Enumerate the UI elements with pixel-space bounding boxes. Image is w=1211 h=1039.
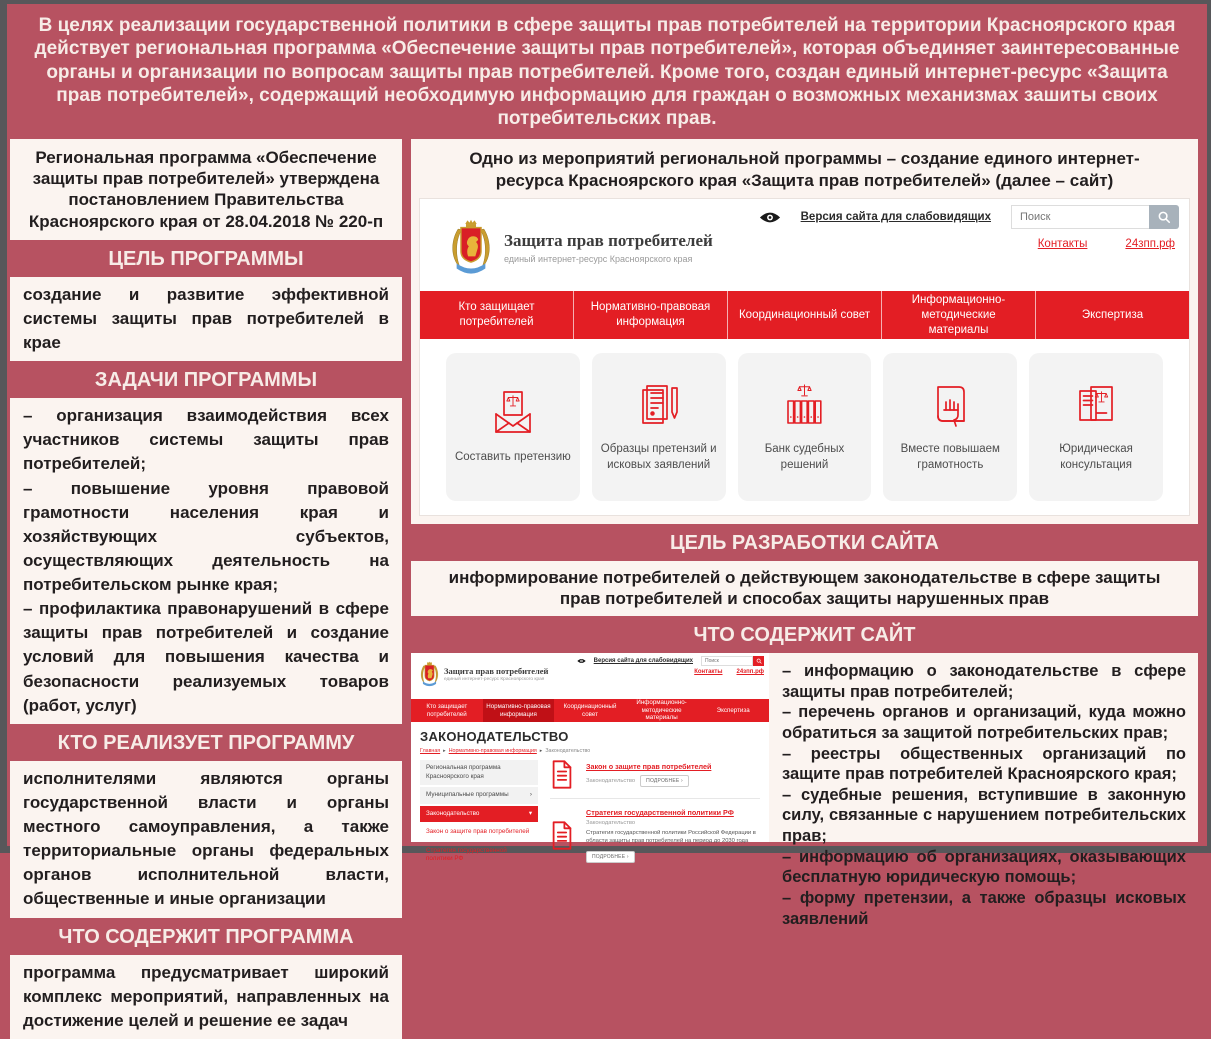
document-icon xyxy=(550,821,574,850)
breadcrumb-current: Законодательство xyxy=(545,748,591,755)
breadcrumb-separator: ▸ xyxy=(539,748,543,755)
breadcrumb-legal-info[interactable]: Нормативно-правовая информация xyxy=(448,748,537,755)
entry-description: Стратегия государственной политики Российской Федерации в области защиты прав потребителей на период до 2030 года xyxy=(586,830,756,845)
program-intro-box: Региональная программа «Обеспечение защиты прав потребителей» утверждена постановлением Правительства Красноярского края от 28.04.2018 № 220-п xyxy=(10,139,402,240)
sidebar-item-state-strategy[interactable]: Стратегия государственной политики РФ xyxy=(426,846,507,863)
site-goal-text: информирование потребителей о действующем законодательстве в сфере защиты прав потребителей и способах защиты нарушенных прав xyxy=(411,561,1198,616)
breadcrumb-home[interactable]: Главная xyxy=(420,748,441,755)
site-logo-title: Защита прав потребителей xyxy=(504,230,713,250)
mini-nav-item-legal-info[interactable]: Нормативно-правовая информация xyxy=(483,699,555,722)
mini-search-box xyxy=(701,656,764,666)
more-button[interactable]: ПОДРОБНЕЕ › xyxy=(586,851,635,863)
mini-domain-link[interactable]: 24зпп.рф xyxy=(736,669,764,676)
site-cards xyxy=(446,353,1163,501)
site-panel-heading: Одно из мероприятий региональной программы – создание единого интернет-ресурса Красноярского края «Защита прав потребителей» (далее – сайт) xyxy=(469,148,1140,190)
program-contents-text: программа предусматривает широкий комплекс мероприятий, направленных на достижение целей и решение ее задач xyxy=(10,955,402,1039)
card-label: Юридическая консультация xyxy=(1059,443,1133,471)
card-file-claim[interactable] xyxy=(446,353,580,501)
magnifier-icon xyxy=(1157,210,1171,224)
program-task-item: – организация взаимодействия всех участников системы защиты прав потребителей; xyxy=(23,406,389,474)
mini-site-screenshot xyxy=(411,653,769,863)
mini-search-button[interactable] xyxy=(753,656,764,666)
binders-scales-icon xyxy=(779,381,829,429)
mini-site-nav xyxy=(411,699,769,722)
nav-item-coordination-council[interactable]: Координационный совет xyxy=(728,291,882,339)
poster xyxy=(7,4,1207,1030)
card-legal-consultation[interactable] xyxy=(1029,353,1163,501)
card-claim-templates[interactable] xyxy=(592,353,726,501)
entry-link-consumer-law[interactable]: Закон о защите прав потребителей xyxy=(586,762,712,772)
eye-icon[interactable] xyxy=(577,658,586,664)
contacts-link[interactable]: Контакты xyxy=(1037,238,1088,251)
top-banner-text: В целях реализации государственной политики в сфере защиты прав потребителей на территории Красноярского края действует региональная программа «Обеспечение защиты прав потребителей», которая объединяет заинтересованные органы и организации по вопросам защиты прав потребителей. Кроме того, создан единый интернет-ресурс «Защита прав потребителей», содержащий необходимую информацию для граждан о возможных механизмах зашиты своих потребительских прав. xyxy=(34,15,1180,130)
sidebar-item-regional-program[interactable]: Региональная программа Красноярского края xyxy=(420,760,538,785)
mini-logo-subtitle: единый интернет-ресурс Красноярского края xyxy=(444,677,545,683)
card-label: Банк судебных решений xyxy=(764,443,845,471)
mini-page-title: ЗАКОНОДАТЕЛЬСТВО xyxy=(420,729,569,745)
coat-of-arms-icon xyxy=(419,661,440,687)
more-button[interactable]: ПОДРОБНЕЕ › xyxy=(640,775,689,787)
section-title-program-goal: ЦЕЛЬ ПРОГРАММЫ xyxy=(108,247,304,270)
mini-sidebar xyxy=(420,760,538,870)
entry-category: Законодательство xyxy=(586,820,636,827)
section-title-program-tasks: ЗАДАЧИ ПРОГРАММЫ xyxy=(94,369,318,392)
domain-link[interactable]: 24зпп.рф xyxy=(1125,238,1175,251)
site-contains-item: – реестры общественных организаций по защите прав потребителей Красноярского края; xyxy=(782,744,1186,784)
mini-logo-title: Защита прав потребителей xyxy=(444,666,549,677)
nav-item-legal-info[interactable]: Нормативно-правовая информация xyxy=(574,291,728,339)
envelope-claim-icon xyxy=(488,389,538,437)
sidebar-item-legislation[interactable]: Законодательство ▾ xyxy=(420,806,538,823)
left-column xyxy=(10,139,402,1030)
section-title-program-executors: КТО РЕАЛИЗУЕТ ПРОГРАММУ xyxy=(57,731,355,754)
nav-item-methodical-materials[interactable]: Информационно-методические материалы xyxy=(882,291,1036,339)
coat-of-arms-icon xyxy=(448,219,494,275)
site-contains-item: – судебные решения, вступившие в законную силу, связанные с нарушением потребительских прав; xyxy=(782,785,1186,846)
mini-site-logo[interactable] xyxy=(419,661,548,687)
site-contains-row xyxy=(411,653,1198,928)
mini-accessibility-link[interactable]: Версия сайта для слабовидящих xyxy=(593,658,693,665)
site-logo[interactable] xyxy=(448,219,713,275)
nav-item-who-protects[interactable]: Кто защищает потребителей xyxy=(420,291,574,339)
list-item xyxy=(550,808,760,863)
search-box xyxy=(1011,205,1179,229)
mini-contacts-link[interactable]: Контакты xyxy=(694,669,723,676)
accessibility-version-link[interactable]: Версия сайта для слабовидящих xyxy=(800,211,991,224)
documents-scales-icon xyxy=(1071,381,1121,429)
breadcrumb xyxy=(420,748,760,754)
card-label: Образцы претензий и исковых заявлений xyxy=(600,443,717,471)
card-label: Составить претензию xyxy=(454,451,571,464)
program-goal-text: создание и развитие эффективной системы защиты прав потребителей в крае xyxy=(10,277,402,361)
list-item xyxy=(550,760,760,789)
mini-search-input[interactable] xyxy=(701,656,753,666)
site-nav xyxy=(420,291,1189,339)
divider xyxy=(550,798,760,799)
eye-icon[interactable] xyxy=(759,211,781,224)
content xyxy=(7,139,1207,1030)
site-logo-subtitle: единый интернет-ресурс Красноярского края xyxy=(504,253,693,264)
breadcrumb-separator: ▸ xyxy=(443,748,446,755)
program-task-item: – профилактика правонарушений в сфере защиты прав потребителей и создание условий для повышения качества и безопасности реализуемых товаров (работ, услуг) xyxy=(23,599,389,715)
site-header xyxy=(420,199,1189,291)
chevron-right-icon: › xyxy=(529,791,532,799)
book-hand-icon xyxy=(925,381,975,429)
program-task-item: – повышение уровня правовой грамотности населения края и хозяйствующих субъектов, осуществляющих деятельность на потребительском рынке края; xyxy=(23,478,389,595)
section-title-program-contents: ЧТО СОДЕРЖИТ ПРОГРАММА xyxy=(58,925,354,948)
magnifier-icon xyxy=(756,658,762,664)
sidebar-item-consumer-law[interactable]: Закон о защите прав потребителей xyxy=(426,828,530,836)
right-column xyxy=(411,139,1198,928)
mini-content xyxy=(550,760,760,870)
program-executors-text: исполнителями являются органы государственной власти и органы местного самоуправления, а также территориальные органы федеральных органов исполнительной власти, общественные и иные организации xyxy=(10,761,402,918)
site-contains-item: – информацию о законодательстве в сфере защиты прав потребителей; xyxy=(782,662,1186,701)
card-label: Вместе повышаем грамотность xyxy=(900,443,1000,471)
mini-nav-item-expertise[interactable]: Экспертиза xyxy=(716,706,750,714)
site-screenshot xyxy=(419,198,1190,516)
entry-category: Законодательство xyxy=(586,778,636,785)
documents-pen-icon xyxy=(634,381,684,429)
nav-item-expertise[interactable]: Экспертиза xyxy=(1081,308,1144,321)
site-contains-item: – информацию об организациях, оказывающих бесплатную юридическую помощь; xyxy=(782,847,1186,887)
section-title-site-contains: ЧТО СОДЕРЖИТ САЙТ xyxy=(693,624,916,647)
mini-nav-item-coordination-council[interactable]: Координационный совет xyxy=(563,702,617,718)
card-raise-literacy[interactable] xyxy=(883,353,1017,501)
entry-link-state-strategy[interactable]: Стратегия государственной политики РФ xyxy=(586,808,734,818)
site-contains-item: – форму претензии, а также образцы исковых заявлений xyxy=(782,888,1186,928)
card-court-decisions[interactable] xyxy=(738,353,872,501)
section-title-site-goal: ЦЕЛЬ РАЗРАБОТКИ САЙТА xyxy=(670,532,939,555)
program-tasks-box xyxy=(10,398,402,724)
mini-nav-item-methodical-materials[interactable]: Информационно-методические материалы xyxy=(636,698,687,722)
site-contains-box xyxy=(769,653,1198,928)
sidebar-item-municipal-programs[interactable]: Муниципальные программы › xyxy=(420,787,538,804)
search-button[interactable] xyxy=(1149,205,1179,229)
site-contains-item: – перечень органов и организаций, куда можно обратиться за защитой потребительских прав; xyxy=(782,703,1186,742)
search-input[interactable] xyxy=(1011,205,1149,229)
mini-nav-item-who-protects[interactable]: Кто защищает потребителей xyxy=(426,702,468,718)
chevron-down-icon: ▾ xyxy=(528,809,532,817)
document-icon xyxy=(550,760,574,789)
site-panel xyxy=(411,139,1198,525)
